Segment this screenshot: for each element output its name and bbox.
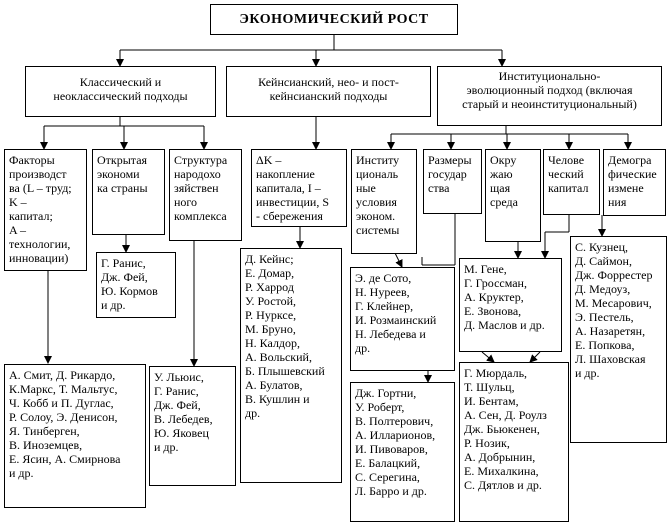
authors-structure: У. Льюис, Г. Ранис, Дж. Фей, В. Лебедев, Ю. Яковец и др. [149, 366, 236, 486]
approach-institutional: Институционально- эволюционный подход (включая старый и неоинституциональный) [437, 66, 662, 126]
approach-keynes: Кейнсианский, нео- и пост- кейнсианский подходы [226, 66, 431, 117]
factor-production: Факторы производст ва (L – труд; K – капитал; A – технологии, инновации) [4, 149, 87, 271]
authors-env-1: М. Гене, Г. Гроссман, А. Круктер, Е. Звонова, Д. Маслов и др. [459, 258, 562, 352]
arrow-to-env-authors-2a [482, 352, 494, 362]
title-box: ЭКОНОМИЧЕСКИЙ РОСТ [210, 4, 458, 35]
authors-open-economy: Г. Ранис, Дж. Фей, Ю. Кормов и др. [96, 252, 176, 318]
factor-keynes-formula: ΔK – накопление капитала, I – инвестиции, S - сбережения [251, 149, 347, 227]
factor-inst-conditions: Институ циональ ные условия эконом. системы [351, 149, 417, 254]
arrow-to-inst-authors-1 [395, 253, 402, 267]
authors-inst-2: Дж. Гортни, У. Роберт, В. Полтерович, А. Илларионов, И. Пивоваров, Е. Балацкий, С. Серегина, Л. Барро и др. [350, 382, 455, 522]
factor-state-size: Размеры государ ства [423, 149, 482, 214]
authors-keynes: Д. Кейнс; Е. Домар, Р. Харрод У. Ростой, Р. Нурксе, М. Бруно, Н. Калдор, А. Вольский, Б. Плышевский А. Булатов, В. Кушлин и др. [240, 248, 342, 483]
factor-structure: Структура народохо зяйствен ного комплекса [169, 149, 242, 241]
arrow-to-env-authors-2b [530, 352, 540, 362]
authors-classic: А. Смит, Д. Рикардо, К.Маркс, Т. Мальтус, Ч. Кобб и П. Дуглас, Р. Солоу, Э. Денисон, Я. Тинберген, В. Иноземцев, Е. Ясин, А. Смирнова и др. [4, 364, 146, 508]
approach-classic: Классический и неоклассический подходы [25, 66, 216, 117]
factor-human-capital: Челове ческий капитал [543, 149, 600, 215]
factor-environment: Окру жаю щая среда [485, 149, 541, 242]
authors-inst-1: Э. де Сото, Н. Нуреев, Г. Клейнер, И. Розмаинский Н. Лебедева и др. [350, 267, 455, 371]
authors-demography: С. Кузнец, Д. Саймон, Дж. Форрестер Д. Медоуз, М. Месарович, Э. Пестель, А. Назаретян, Е. Попкова, Л. Шаховская и др. [570, 236, 667, 443]
factor-open-economy: Открытая экономи ка страны [92, 149, 165, 235]
authors-env-2: Г. Мюрдаль, Т. Шульц, И. Бентам, А. Сен, Д. Роулз Дж. Бьюкенен, Р. Нозик, А. Добрынин, Е. Михалкина, С. Дятлов и др. [459, 362, 569, 522]
factor-demography: Демогра фические измене ния [603, 149, 666, 216]
